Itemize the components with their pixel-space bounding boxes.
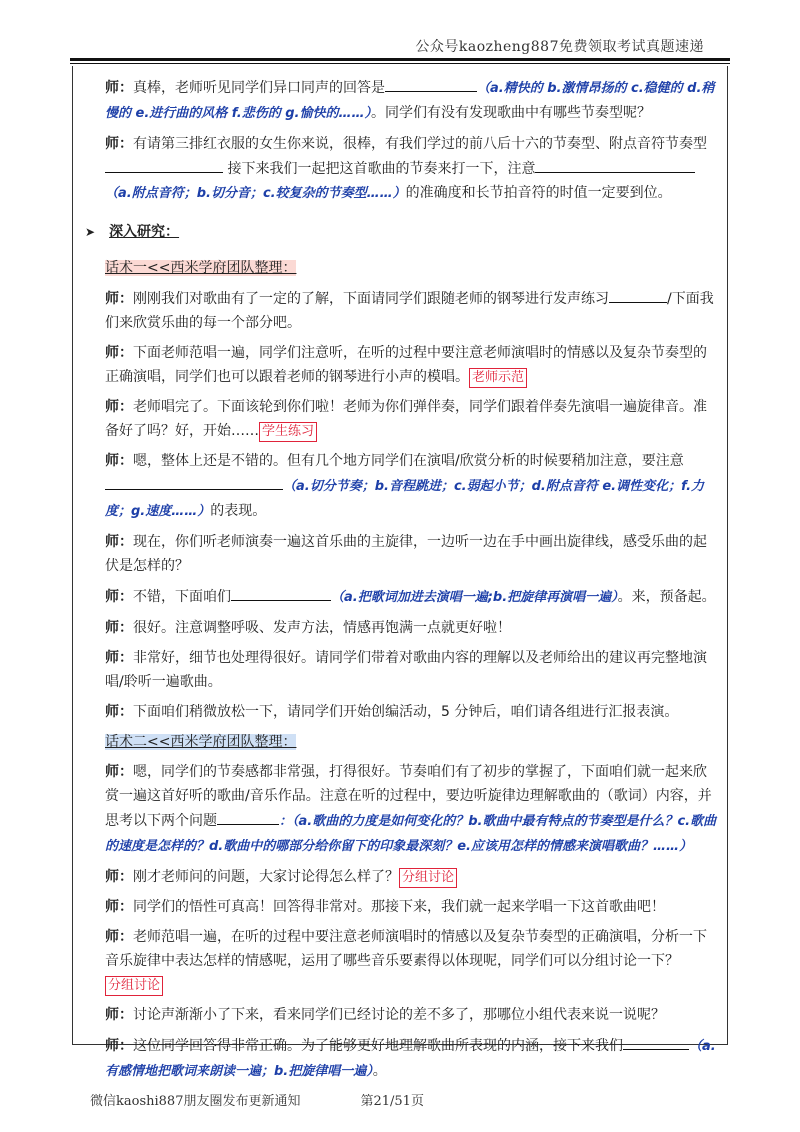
speaker-label: 师： <box>105 1007 133 1023</box>
paragraph-10: 师：非常好，细节也处理得很好。请同学们带着对歌曲内容的理解以及老师给出的建议再完整地演唱/聆听一遍歌曲。 <box>105 650 707 690</box>
header-rule-thin <box>70 63 730 64</box>
paragraph-12: 师：嗯，同学们的节奏感都非常强，打得很好。节奏咱们有了初步的掌握了，下面咱们就一起来欣赏一遍这首好听的歌曲/音乐作品。注意在听的过程中，要边听旋律边理解歌曲的（歌词）内容，并思考以下两个问题 ：（a.歌曲的力度是如何变化的？b.歌曲中最有特点的节奏型是什么？c.歌曲的速度是怎样的？d.歌曲中的哪部分给你留下的印象最深刻？e.应该用怎样的情感来演唱歌曲？……） <box>105 764 717 854</box>
paragraph-3: 师：刚刚我们对歌曲有了一定的了解，下面请同学们跟随老师的钢琴进行发声练习 /下面我们来欣赏乐曲的每一个部分吧。 <box>105 286 717 335</box>
fill-blank <box>609 286 667 303</box>
speaker-label: 师： <box>105 453 133 469</box>
speaker-label: 师： <box>105 929 133 945</box>
paragraph-2: 师：有请第三排红衣服的女生你来说，很棒，有我们学过的前八后十六的节奏型、附点音符节奏型 接下来我们一起把这首歌曲的节奏来打一下，注意 （a.附点音符；b.切分音；c.较复杂的节奏型……）的准确度和长节拍音符的时值一定要到位。 <box>105 136 707 201</box>
speaker-label: 师： <box>105 136 133 152</box>
script-tag-1: 话术一<<西米学府团队整理： <box>105 260 297 276</box>
answer-options: （a.把歌词加进去演唱一遍;b.把旋律再演唱一遍） <box>331 590 618 605</box>
group-discussion-tag: 分组讨论 <box>105 976 163 996</box>
teacher-demo-tag: 老师示范 <box>469 368 527 388</box>
fill-blank <box>623 1033 689 1050</box>
speaker-label: 师： <box>105 704 133 720</box>
arrow-bullet-icon: ➤ <box>85 225 96 239</box>
page-number: 第21/51页 <box>360 1094 424 1109</box>
paragraph-4: 师：下面老师范唱一遍，同学们注意听，在听的过程中要注意老师演唱时的情感以及复杂节奏型的正确演唱，同学们也可以跟着老师的钢琴进行小声的模唱。 老师示范 <box>105 341 717 389</box>
answer-options: （a.附点音符；b.切分音；c.较复杂的节奏型……） <box>105 186 406 201</box>
speaker-label: 师： <box>105 80 133 96</box>
paragraph-11: 师：下面咱们稍微放松一下，请同学们开始创编活动，5 分钟后，咱们请各组进行汇报表演。 <box>105 704 679 720</box>
speaker-label: 师： <box>105 589 133 605</box>
speaker-label: 师： <box>105 534 133 550</box>
script-tag-2: 话术二<<西米学府团队整理： <box>105 734 297 750</box>
fill-blank <box>385 75 477 92</box>
speaker-label: 师： <box>105 650 133 666</box>
speaker-label: 师： <box>105 899 133 915</box>
paragraph-5: 师：老师唱完了。下面该轮到你们啦！老师为你们弹伴奏，同学们跟着伴奏先演唱一遍旋律音。准备好了吗？好，开始…… 学生练习 <box>105 395 717 443</box>
speaker-label: 师： <box>105 1038 133 1054</box>
page-footer <box>90 1090 484 1109</box>
speaker-label: 师： <box>105 291 133 307</box>
paragraph-6: 师：嗯，整体上还是不错的。但有几个地方同学们在演唱/欣赏分析的时候要稍加注意，要注意 （a.切分节奏；b.音程跳进；c.弱起小节；d.附点音符 e.调性变化；f.力度；g.速度……）的表现。 <box>105 453 705 519</box>
answer-options: （a.有感情地把歌词来朗读一遍；b.把旋律唱一遍） <box>105 1039 716 1079</box>
speaker-label: 师： <box>105 620 133 636</box>
speaker-label: 师： <box>105 399 133 415</box>
paragraph-17: 师：这位同学回答得非常正确。为了能够更好地理解歌曲所表现的内涵，接下来我们 （a.有感情地把歌词来朗读一遍；b.把旋律唱一遍）。 <box>105 1033 717 1084</box>
header-rule-thick <box>70 58 730 61</box>
fill-blank <box>231 584 331 601</box>
fill-blank <box>535 156 695 173</box>
paragraph-14: 师：同学们的悟性可真高！回答得非常对。那接下来，我们就一起来学唱一下这首歌曲吧！ <box>105 899 665 915</box>
section-heading: ➤ 深入研究： <box>85 220 717 244</box>
answer-options: （a.切分节奏；b.音程跳进；c.弱起小节；d.附点音符 e.调性变化；f.力度；g.速度……） <box>105 479 705 519</box>
answer-options: （a.精快的 b.激情昂扬的 c.稳健的 d.稍慢的 e.进行曲的风格 f.悲伤的 g.愉快的……） <box>105 81 715 121</box>
document-body <box>85 75 717 1090</box>
page-header: 公众号kaozheng887免费领取考试真题速递 <box>415 39 704 55</box>
paragraph-13: 师：刚才老师问的问题，大家讨论得怎么样了？ 分组讨论 <box>105 865 717 889</box>
speaker-label: 师： <box>105 345 133 361</box>
paragraph-7: 师：现在，你们听老师演奏一遍这首乐曲的主旋律，一边听一边在手中画出旋律线，感受乐曲的起伏是怎样的？ <box>105 534 707 574</box>
footer-notice: 微信kaoshi887朋友圈发布更新通知 <box>90 1094 301 1109</box>
fill-blank <box>217 808 279 825</box>
speaker-label: 师： <box>105 764 133 780</box>
speaker-label: 师： <box>105 869 133 885</box>
group-discussion-tag: 分组讨论 <box>399 868 457 888</box>
paragraph-15: 师：老师范唱一遍，在听的过程中要注意老师演唱时的情感以及复杂节奏型的正确演唱，分析一下音乐旋律中表达怎样的情感呢，运用了哪些音乐要素得以体现呢，同学们可以分组讨论一下？分组讨论 <box>105 925 717 997</box>
student-practice-tag: 学生练习 <box>259 422 317 442</box>
paragraph-9: 师：很好。注意调整呼吸、发声方法，情感再饱满一点就更好啦！ <box>105 620 511 636</box>
paragraph-16: 师：讨论声渐渐小了下来，看来同学们已经讨论的差不多了，那哪位小组代表来说一说呢？ <box>105 1007 665 1023</box>
paragraph-1: 师：真棒，老师听见同学们异口同声的回答是 （a.精快的 b.激情昂扬的 c.稳健的 d.稍慢的 e.进行曲的风格 f.悲伤的 g.愉快的……）。同学们有没有发现歌曲中有哪些节奏型呢？ <box>105 75 717 126</box>
paragraph-8: 师：不错，下面咱们 （a.把歌词加进去演唱一遍;b.把旋律再演唱一遍）。来，预备起。 <box>105 584 717 610</box>
fill-blank <box>105 156 223 173</box>
fill-blank <box>105 473 283 490</box>
answer-options: ：（a.歌曲的力度是如何变化的？b.歌曲中最有特点的节奏型是什么？c.歌曲的速度是怎样的？d.歌曲中的哪部分给你留下的印象最深刻？e.应该用怎样的情感来演唱歌曲？……） <box>105 814 717 854</box>
